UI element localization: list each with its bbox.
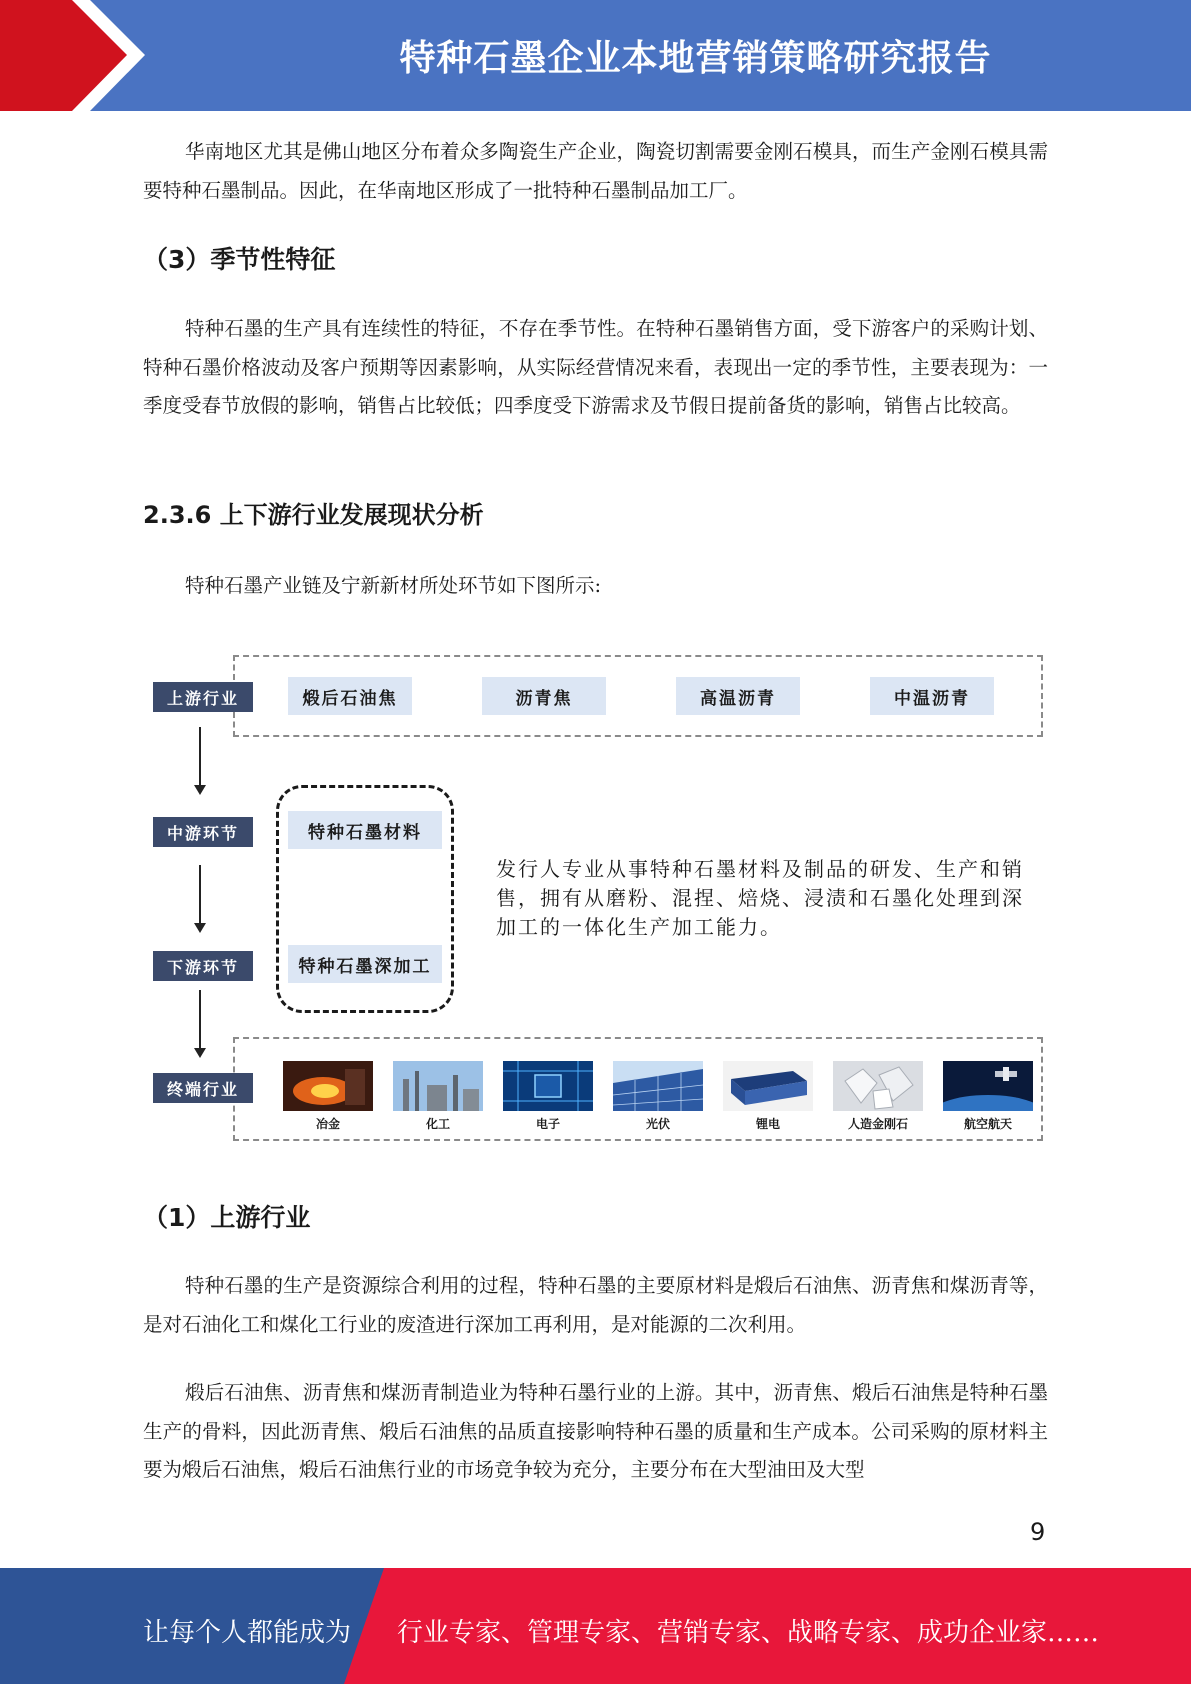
arrow-down-1 <box>199 727 201 793</box>
electronics-chip-image <box>503 1061 593 1111</box>
terminal-caption-photovoltaic: 光伏 <box>645 1117 670 1131</box>
footer-slogan-left: 让每个人都能成为 <box>143 1618 352 1648</box>
industry-chain-diagram <box>143 645 1043 1145</box>
metallurgy-image <box>283 1061 373 1111</box>
label-midstream: 中游环节 <box>153 817 253 847</box>
header-title: 特种石墨企业本地营销策略研究报告 <box>399 38 992 79</box>
upstream-item-pitch-coke: 沥青焦 <box>482 677 606 715</box>
upstream-item-high-temp-pitch: 高温沥青 <box>676 677 800 715</box>
terminal-caption-aerospace: 航空航天 <box>963 1117 1012 1131</box>
upstream-item-mid-temp-pitch: 中温沥青 <box>870 677 994 715</box>
midstream-item-graphite-material: 特种石墨材料 <box>288 811 442 849</box>
downstream-item-deep-processing: 特种石墨深加工 <box>288 945 442 983</box>
page-number: 9 <box>1030 1518 1046 1546</box>
photovoltaic-image <box>613 1061 703 1111</box>
upstream-item-calcined-coke: 煅后石油焦 <box>288 677 412 715</box>
heading-section-2-3-6: 2.3.6 上下游行业发展现状分析 <box>143 501 484 529</box>
aerospace-image <box>943 1061 1033 1111</box>
footer-slogan-right: 行业专家、管理专家、营销专家、战略专家、成功企业家…… <box>397 1618 1100 1648</box>
paragraph-upstream-2: 煅后石油焦、沥青焦和煤沥青制造业为特种石墨行业的上游。其中，沥青焦、煅后石油焦是特种石墨生产的骨料，因此沥青焦、煅后石油焦的品质直接影响特种石墨的质量和生产成本。公司采购的原材料主要为煅后石油焦，煅后石油焦行业的市场竞争较为充分，主要分布在大型油田及大型 <box>143 1381 1048 1481</box>
label-terminal: 终端行业 <box>153 1073 253 1103</box>
arrow-down-3 <box>199 990 201 1056</box>
paragraph-south-china: 华南地区尤其是佛山地区分布着众多陶瓷生产企业，陶瓷切割需要金刚石模具，而生产金刚石模具需要特种石墨制品。因此，在华南地区形成了一批特种石墨制品加工厂。 <box>143 140 1048 202</box>
lithium-battery-image <box>723 1061 813 1111</box>
company-description: 发行人专业从事特种石墨材料及制品的研发、生产和销售，拥有从磨粉、混捏、焙烧、浸渍和石墨化处理到深加工的一体化生产加工能力。 <box>496 857 1024 939</box>
paragraph-diagram-intro: 特种石墨产业链及宁新新材所处环节如下图所示: <box>185 574 602 597</box>
heading-seasonal: （3）季节性特征 <box>143 245 336 274</box>
page-header <box>0 0 1191 111</box>
chemical-plant-image <box>393 1061 483 1111</box>
terminal-caption-lithium: 锂电 <box>755 1117 780 1131</box>
arrow-down-2 <box>199 865 201 931</box>
paragraph-seasonal: 特种石墨的生产具有连续性的特征，不存在季节性。在特种石墨销售方面，受下游客户的采购计划、特种石墨价格波动及客户预期等因素影响，从实际经营情况来看，表现出一定的季节性，主要表现为：一季度受春节放假的影响，销售占比较低；四季度受下游需求及节假日提前备货的影响，销售占比较高。 <box>143 317 1048 417</box>
terminal-caption-electronics: 电子 <box>535 1117 560 1131</box>
terminal-caption-metallurgy: 冶金 <box>315 1117 340 1131</box>
terminal-caption-chemical: 化工 <box>425 1117 450 1131</box>
heading-upstream: （1）上游行业 <box>143 1203 311 1232</box>
synthetic-diamond-image <box>833 1061 923 1111</box>
terminal-caption-diamond: 人造金刚石 <box>847 1117 908 1131</box>
paragraph-upstream-1: 特种石墨的生产是资源综合利用的过程，特种石墨的主要原材料是煅后石油焦、沥青焦和煤沥青等，是对石油化工和煤化工行业的废渣进行深加工再利用，是对能源的二次利用。 <box>143 1274 1048 1336</box>
label-downstream: 下游环节 <box>153 951 253 981</box>
label-upstream: 上游行业 <box>153 682 253 712</box>
header-red-chevron <box>0 0 160 111</box>
